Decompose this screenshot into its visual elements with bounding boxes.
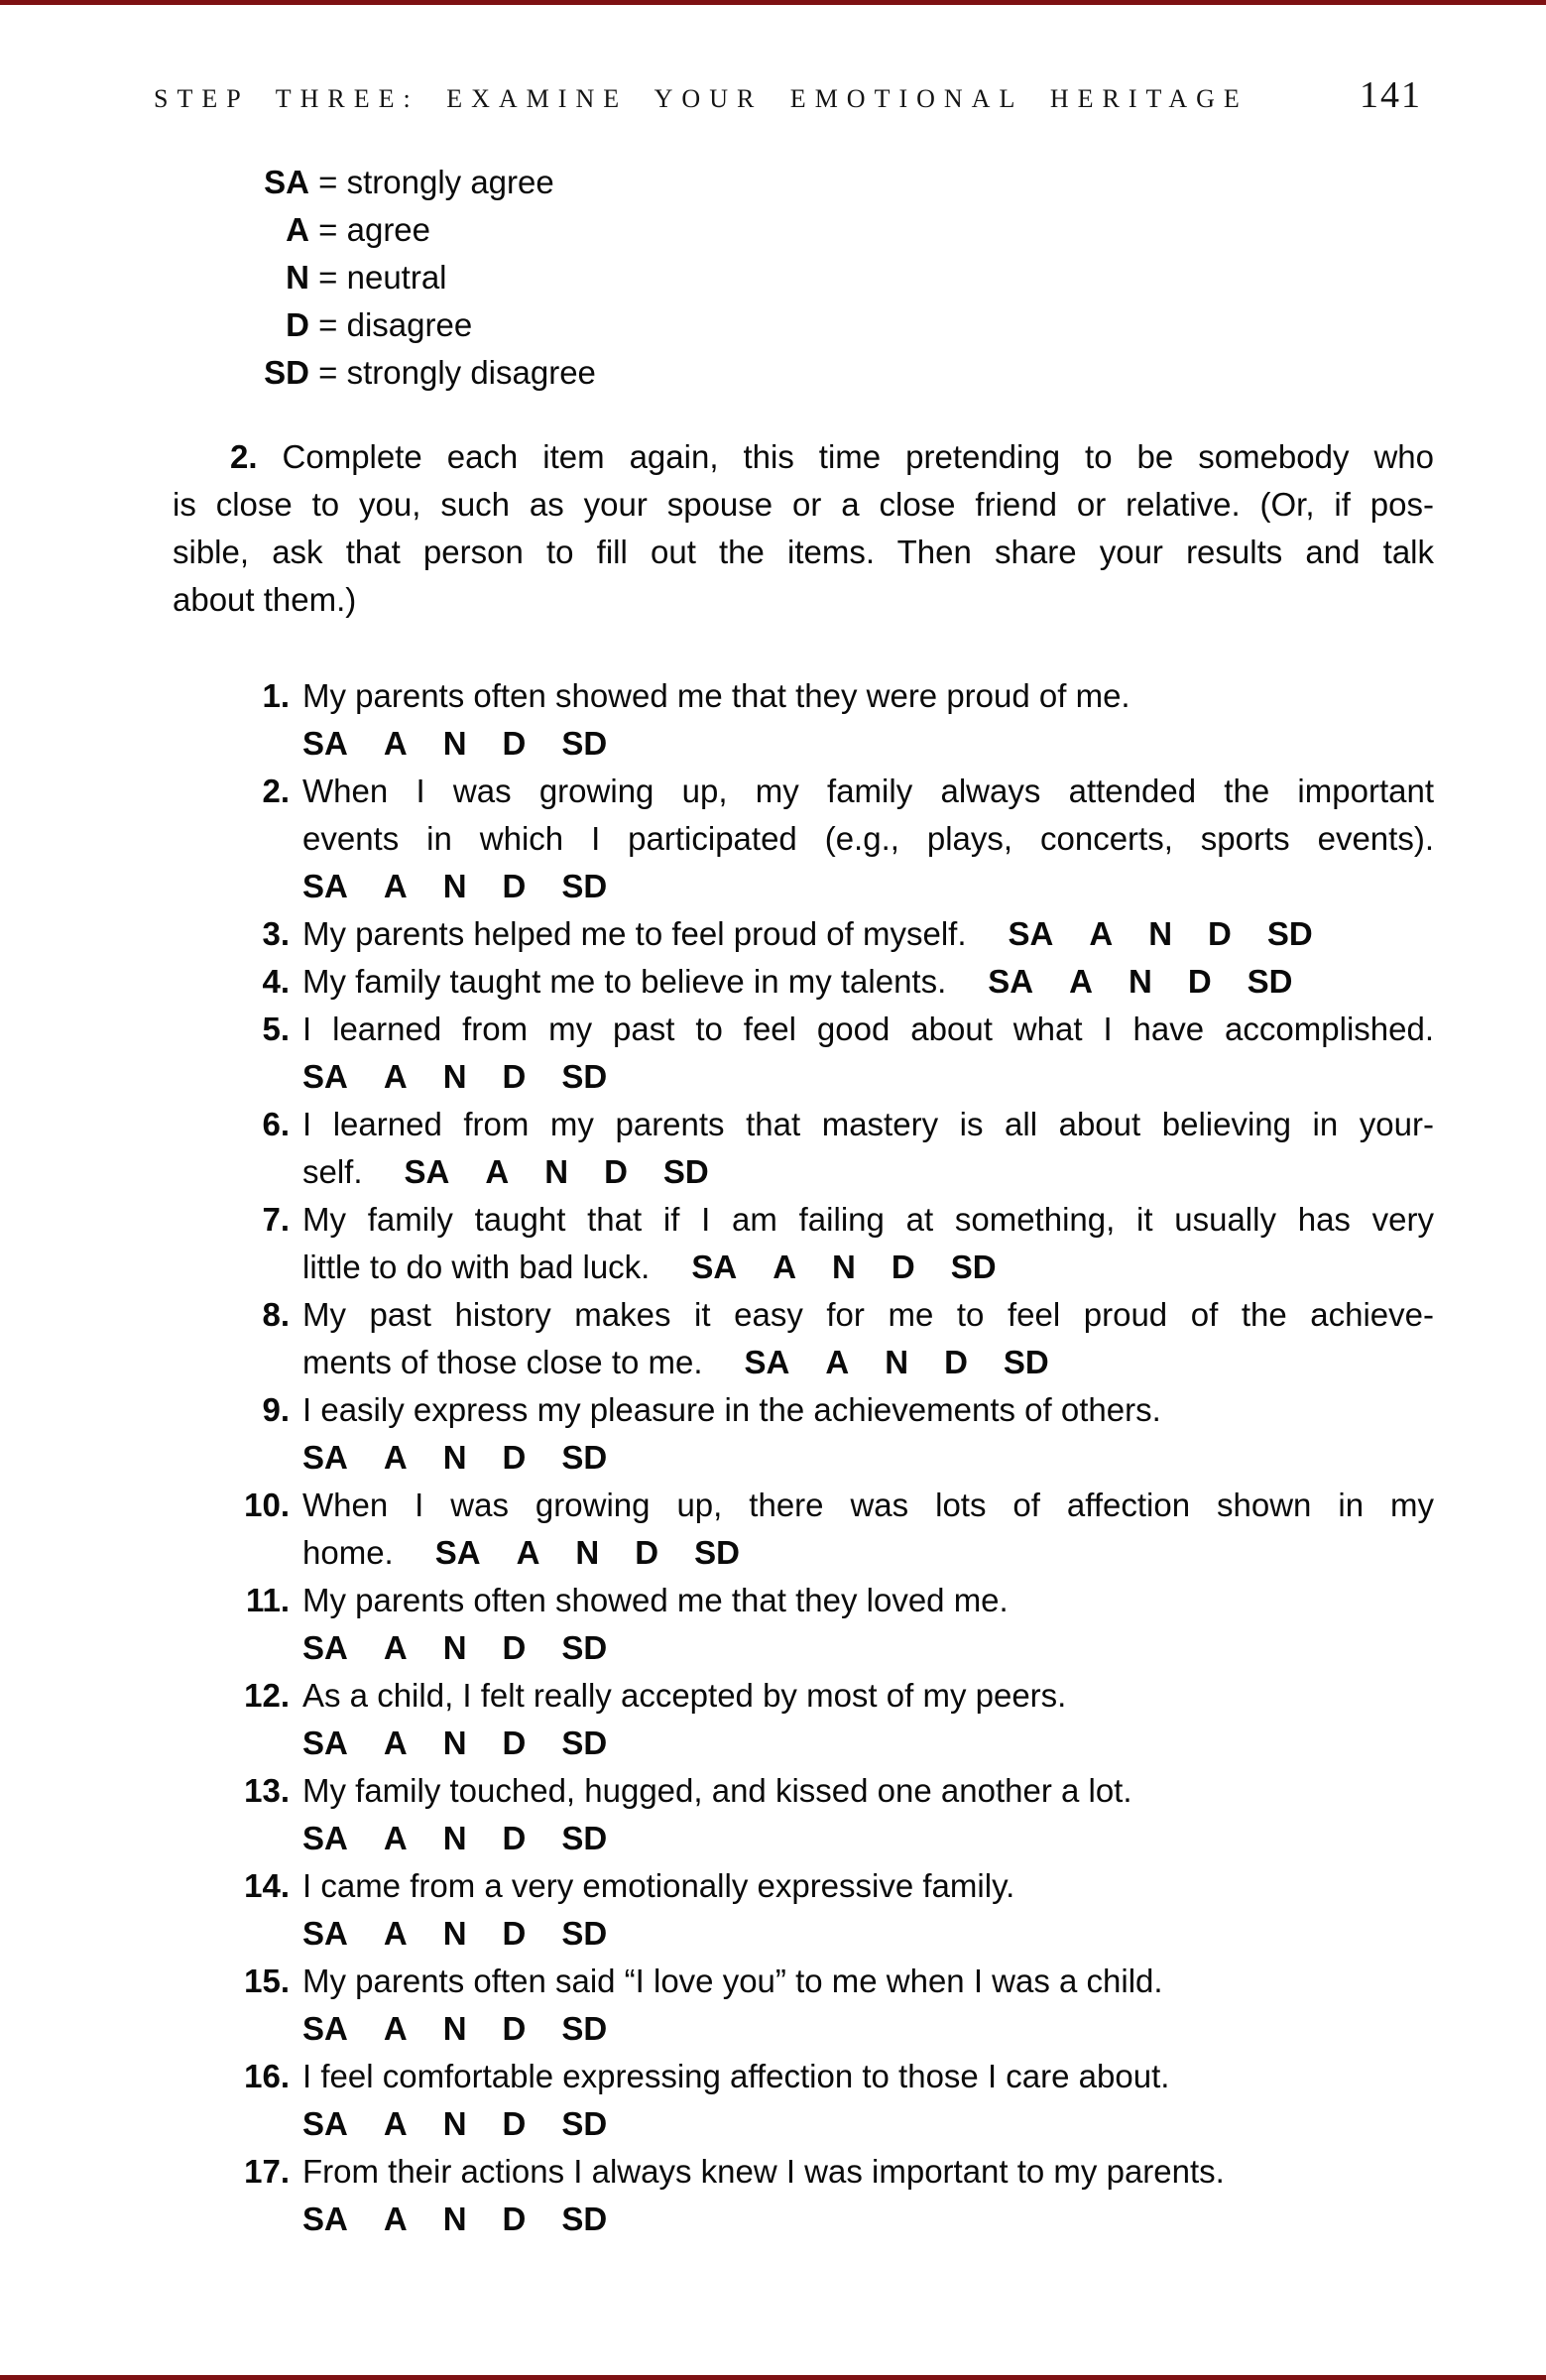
legend-abbr: A — [286, 211, 309, 248]
item-number: 4. — [262, 963, 290, 1000]
instruction-line: sible, ask that person to fill out the items. Then share your results and talk — [173, 534, 1434, 570]
rating-option: SD — [561, 1629, 608, 1666]
rating-option: N — [885, 1344, 909, 1380]
questionnaire-item — [173, 2148, 1434, 2243]
rating-option: SD — [561, 725, 608, 762]
rating-option: SA — [302, 1439, 348, 1476]
item-line — [302, 863, 1434, 910]
rating-scale — [302, 1915, 607, 1952]
item-text: As a child, I felt really accepted by most of my peers. — [302, 1677, 1067, 1714]
item-line — [302, 2053, 1434, 2100]
item-body — [302, 2053, 1434, 2148]
legend-row — [173, 254, 596, 301]
rating-option: A — [383, 868, 408, 904]
item-body — [302, 1958, 1434, 2053]
rating-option: N — [832, 1249, 856, 1285]
item-line — [302, 1862, 1434, 1910]
instruction-line — [173, 433, 1434, 481]
item-number: 9. — [262, 1391, 290, 1428]
questionnaire-item — [173, 672, 1434, 768]
instruction-number: 2. — [230, 438, 258, 475]
item-line — [302, 1386, 1434, 1434]
item-body — [302, 1196, 1434, 1291]
item-text: My parents often showed me that they loved me. — [302, 1582, 1009, 1618]
item-line — [302, 1815, 1434, 1862]
item-body — [302, 958, 1434, 1006]
item-text: ments of those close to me. — [302, 1344, 703, 1380]
item-line — [302, 1529, 1434, 1577]
rating-option: D — [1208, 915, 1232, 952]
item-number: 10. — [244, 1487, 290, 1523]
item-text: little to do with bad luck. — [302, 1249, 651, 1285]
rating-option: D — [502, 2201, 527, 2237]
rating-option: SD — [1247, 963, 1293, 1000]
questionnaire-item — [173, 1482, 1434, 1577]
item-line — [302, 1053, 1434, 1101]
legend-row — [173, 301, 596, 349]
rating-option: SA — [302, 1629, 348, 1666]
item-line — [302, 672, 1434, 720]
item-line — [302, 1672, 1434, 1720]
questionnaire-item — [173, 2053, 1434, 2148]
item-line — [302, 1482, 1434, 1529]
rating-option: D — [502, 2010, 527, 2047]
item-line — [302, 2148, 1434, 2196]
item-line — [302, 1910, 1434, 1958]
rating-option: N — [442, 1058, 467, 1095]
rating-option: SD — [1266, 915, 1313, 952]
rating-option: SD — [561, 868, 608, 904]
rating-option: N — [442, 725, 467, 762]
questionnaire-item — [173, 768, 1434, 910]
questionnaire-item — [173, 1006, 1434, 1101]
item-line — [302, 1434, 1434, 1482]
item-body — [302, 2148, 1434, 2243]
item-number: 2. — [262, 773, 290, 809]
item-text: My parents helped me to feel proud of myself. — [302, 915, 967, 952]
item-line — [302, 1196, 1434, 1244]
rating-option: D — [502, 1820, 527, 1856]
rating-scale — [302, 1725, 607, 1761]
rating-option: A — [383, 2201, 408, 2237]
questionnaire-item — [173, 1672, 1434, 1767]
questionnaire-item — [173, 1862, 1434, 1958]
rating-option: SD — [561, 1058, 608, 1095]
instruction-paragraph — [173, 433, 1434, 624]
rating-scale — [745, 1344, 1049, 1380]
rating-option: SA — [302, 1915, 348, 1952]
rating-option: A — [383, 1439, 408, 1476]
item-text: My past history makes it easy for me to feel proud of the achieve- — [302, 1296, 1434, 1333]
rating-option: A — [383, 2105, 408, 2142]
rating-scale — [302, 2105, 607, 2142]
legend-abbr: SD — [264, 354, 309, 391]
rating-option: D — [502, 1058, 527, 1095]
rating-option: SD — [1003, 1344, 1049, 1380]
item-text: I feel comfortable expressing affection to those I care about. — [302, 2058, 1170, 2094]
rating-scale — [988, 963, 1292, 1000]
rating-scale — [302, 2201, 607, 2237]
item-text: When I was growing up, my family always attended the important — [302, 773, 1434, 809]
legend-definition: = disagree — [309, 306, 473, 343]
item-line — [302, 1006, 1434, 1053]
legend-definition: = neutral — [309, 259, 447, 296]
rating-scale — [302, 1820, 607, 1856]
rating-scale — [302, 2010, 607, 2047]
rating-option: A — [773, 1249, 797, 1285]
item-body — [302, 1862, 1434, 1958]
rating-option: SA — [302, 725, 348, 762]
item-number: 8. — [262, 1296, 290, 1333]
item-line — [302, 1577, 1434, 1624]
rating-option: SA — [302, 2105, 348, 2142]
rating-scale — [302, 1058, 607, 1095]
questionnaire-item — [173, 1767, 1434, 1862]
item-text: From their actions I always knew I was important to my parents. — [302, 2153, 1225, 2190]
rating-option: SD — [561, 1725, 608, 1761]
rating-option: D — [502, 1629, 527, 1666]
item-text: My parents often said “I love you” to me when I was a child. — [302, 1963, 1163, 1999]
rating-option: A — [825, 1344, 850, 1380]
item-line — [302, 815, 1434, 863]
rating-option: D — [944, 1344, 968, 1380]
legend-abbr: SA — [264, 164, 309, 200]
rating-option: SD — [561, 2105, 608, 2142]
item-line — [302, 2100, 1434, 2148]
rating-option: N — [442, 2105, 467, 2142]
rating-option: SA — [302, 1058, 348, 1095]
rating-option: N — [442, 1725, 467, 1761]
item-body — [302, 1767, 1434, 1862]
rating-option: A — [383, 1058, 408, 1095]
rating-option: N — [544, 1153, 569, 1190]
rating-option: N — [442, 2010, 467, 2047]
questionnaire-item — [173, 958, 1434, 1006]
item-number: 6. — [262, 1106, 290, 1142]
item-text: My family touched, hugged, and kissed one another a lot. — [302, 1772, 1132, 1809]
bottom-edge-line — [0, 2375, 1546, 2380]
rating-option: SA — [302, 1820, 348, 1856]
item-text: My family taught that if I am failing at something, it usually has very — [302, 1201, 1434, 1238]
rating-option: A — [516, 1534, 540, 1571]
item-text: When I was growing up, there was lots of affection shown in my — [302, 1487, 1434, 1523]
item-text: My family taught me to believe in my talents. — [302, 963, 947, 1000]
rating-option: SA — [404, 1153, 450, 1190]
item-line — [302, 1720, 1434, 1767]
questionnaire-item — [173, 1101, 1434, 1196]
rating-option: D — [502, 1725, 527, 1761]
rating-option: SA — [302, 868, 348, 904]
rating-option: D — [502, 1439, 527, 1476]
item-text: I learned from my parents that mastery is all about believing in your- — [302, 1106, 1434, 1142]
rating-option: SD — [561, 1820, 608, 1856]
instruction-line: about them.) — [173, 581, 357, 618]
rating-option: SA — [988, 963, 1034, 1000]
rating-option: A — [1089, 915, 1114, 952]
legend-row — [173, 206, 596, 254]
rating-option: D — [891, 1249, 915, 1285]
rating-option: A — [383, 1629, 408, 1666]
item-line — [302, 2196, 1434, 2243]
rating-option: N — [575, 1534, 600, 1571]
rating-option: A — [383, 1915, 408, 1952]
rating-option: A — [485, 1153, 510, 1190]
rating-option: A — [383, 2010, 408, 2047]
rating-option: D — [502, 1915, 527, 1952]
instruction-line: is close to you, such as your spouse or a close friend or relative. (Or, if pos- — [173, 486, 1434, 523]
legend-row — [173, 349, 596, 397]
rating-option: N — [1148, 915, 1173, 952]
item-body — [302, 672, 1434, 768]
rating-option: D — [604, 1153, 628, 1190]
item-number: 17. — [244, 2153, 290, 2190]
rating-option: SD — [694, 1534, 740, 1571]
item-body — [302, 1291, 1434, 1386]
item-text: My parents often showed me that they were proud of me. — [302, 677, 1130, 714]
item-line — [302, 768, 1434, 815]
rating-option: N — [442, 868, 467, 904]
rating-option: SA — [302, 2201, 348, 2237]
item-line — [302, 1244, 1434, 1291]
questionnaire-item — [173, 910, 1434, 958]
legend-definition: = strongly disagree — [309, 354, 596, 391]
rating-option: A — [383, 1725, 408, 1761]
item-body — [302, 1101, 1434, 1196]
rating-option: D — [502, 2105, 527, 2142]
rating-option: SD — [561, 2201, 608, 2237]
item-number: 3. — [262, 915, 290, 952]
rating-option: N — [442, 2201, 467, 2237]
rating-scale — [691, 1249, 996, 1285]
rating-option: SA — [691, 1249, 738, 1285]
item-body — [302, 910, 1434, 958]
item-body — [302, 1386, 1434, 1482]
item-text: I learned from my past to feel good about what I have accomplished. — [302, 1011, 1434, 1047]
rating-option: SD — [662, 1153, 709, 1190]
rating-option: SD — [561, 2010, 608, 2047]
rating-scale — [405, 1153, 709, 1190]
rating-option: A — [1069, 963, 1093, 1000]
item-line — [302, 2005, 1434, 2053]
item-number: 12. — [244, 1677, 290, 1714]
running-head — [154, 73, 1422, 117]
questionnaire-item — [173, 1291, 1434, 1386]
rating-option: D — [502, 868, 527, 904]
questionnaire-item — [173, 1196, 1434, 1291]
questionnaire-item — [173, 1386, 1434, 1482]
item-line — [302, 1958, 1434, 2005]
rating-option: SA — [302, 1725, 348, 1761]
rating-option: N — [442, 1629, 467, 1666]
item-body — [302, 1006, 1434, 1101]
item-line — [302, 720, 1434, 768]
item-number: 16. — [244, 2058, 290, 2094]
item-text: home. — [302, 1534, 394, 1571]
rating-option: D — [635, 1534, 659, 1571]
legend-definition: = strongly agree — [309, 164, 554, 200]
legend-row — [173, 159, 596, 206]
item-text: I easily express my pleasure in the achievements of others. — [302, 1391, 1161, 1428]
running-head-title: STEP THREE: EXAMINE YOUR EMOTIONAL HERITAGE — [154, 84, 1249, 113]
rating-scale — [302, 1439, 607, 1476]
rating-option: N — [442, 1439, 467, 1476]
rating-scale — [435, 1534, 740, 1571]
rating-option: N — [442, 1820, 467, 1856]
questionnaire-item — [173, 1577, 1434, 1672]
instruction-text: Complete each item again, this time pretending to be somebody who — [282, 438, 1435, 475]
legend-abbr: D — [286, 306, 309, 343]
rating-option: SD — [561, 1915, 608, 1952]
item-text: self. — [302, 1153, 363, 1190]
item-number: 11. — [245, 1582, 290, 1618]
rating-scale — [302, 725, 607, 762]
rating-option: SD — [950, 1249, 997, 1285]
item-body — [302, 1672, 1434, 1767]
rating-option: SA — [302, 2010, 348, 2047]
rating-option: SA — [1008, 915, 1054, 952]
questionnaire-item — [173, 1958, 1434, 2053]
rating-option: N — [442, 1915, 467, 1952]
item-line — [302, 910, 1434, 958]
rating-option: D — [502, 725, 527, 762]
item-body — [302, 1577, 1434, 1672]
rating-scale — [1009, 915, 1313, 952]
item-line — [302, 1339, 1434, 1386]
legend-abbr: N — [286, 259, 309, 296]
rating-option: A — [383, 1820, 408, 1856]
rating-option: SD — [561, 1439, 608, 1476]
rating-option: SA — [434, 1534, 481, 1571]
rating-option: SA — [744, 1344, 790, 1380]
item-line — [302, 1291, 1434, 1339]
questionnaire-list — [173, 672, 1434, 2243]
rating-option: N — [1128, 963, 1152, 1000]
item-line — [302, 1624, 1434, 1672]
item-body — [302, 1482, 1434, 1577]
page-number: 141 — [1360, 74, 1422, 116]
item-body — [302, 768, 1434, 910]
item-line — [302, 1148, 1434, 1196]
item-number: 15. — [244, 1963, 290, 1999]
item-line — [302, 1101, 1434, 1148]
item-number: 1. — [262, 677, 290, 714]
item-number: 7. — [262, 1201, 290, 1238]
rating-legend — [173, 159, 596, 397]
item-number: 14. — [244, 1867, 290, 1904]
top-edge-line — [0, 0, 1546, 5]
item-number: 5. — [262, 1011, 290, 1047]
rating-scale — [302, 868, 607, 904]
item-text: I came from a very emotionally expressive family. — [302, 1867, 1015, 1904]
item-text: events in which I participated (e.g., plays, concerts, sports events). — [302, 820, 1434, 857]
rating-option: D — [1187, 963, 1212, 1000]
item-line — [302, 1767, 1434, 1815]
rating-scale — [302, 1629, 607, 1666]
legend-definition: = agree — [309, 211, 431, 248]
rating-option: A — [383, 725, 408, 762]
item-line — [302, 958, 1434, 1006]
item-number: 13. — [244, 1772, 290, 1809]
